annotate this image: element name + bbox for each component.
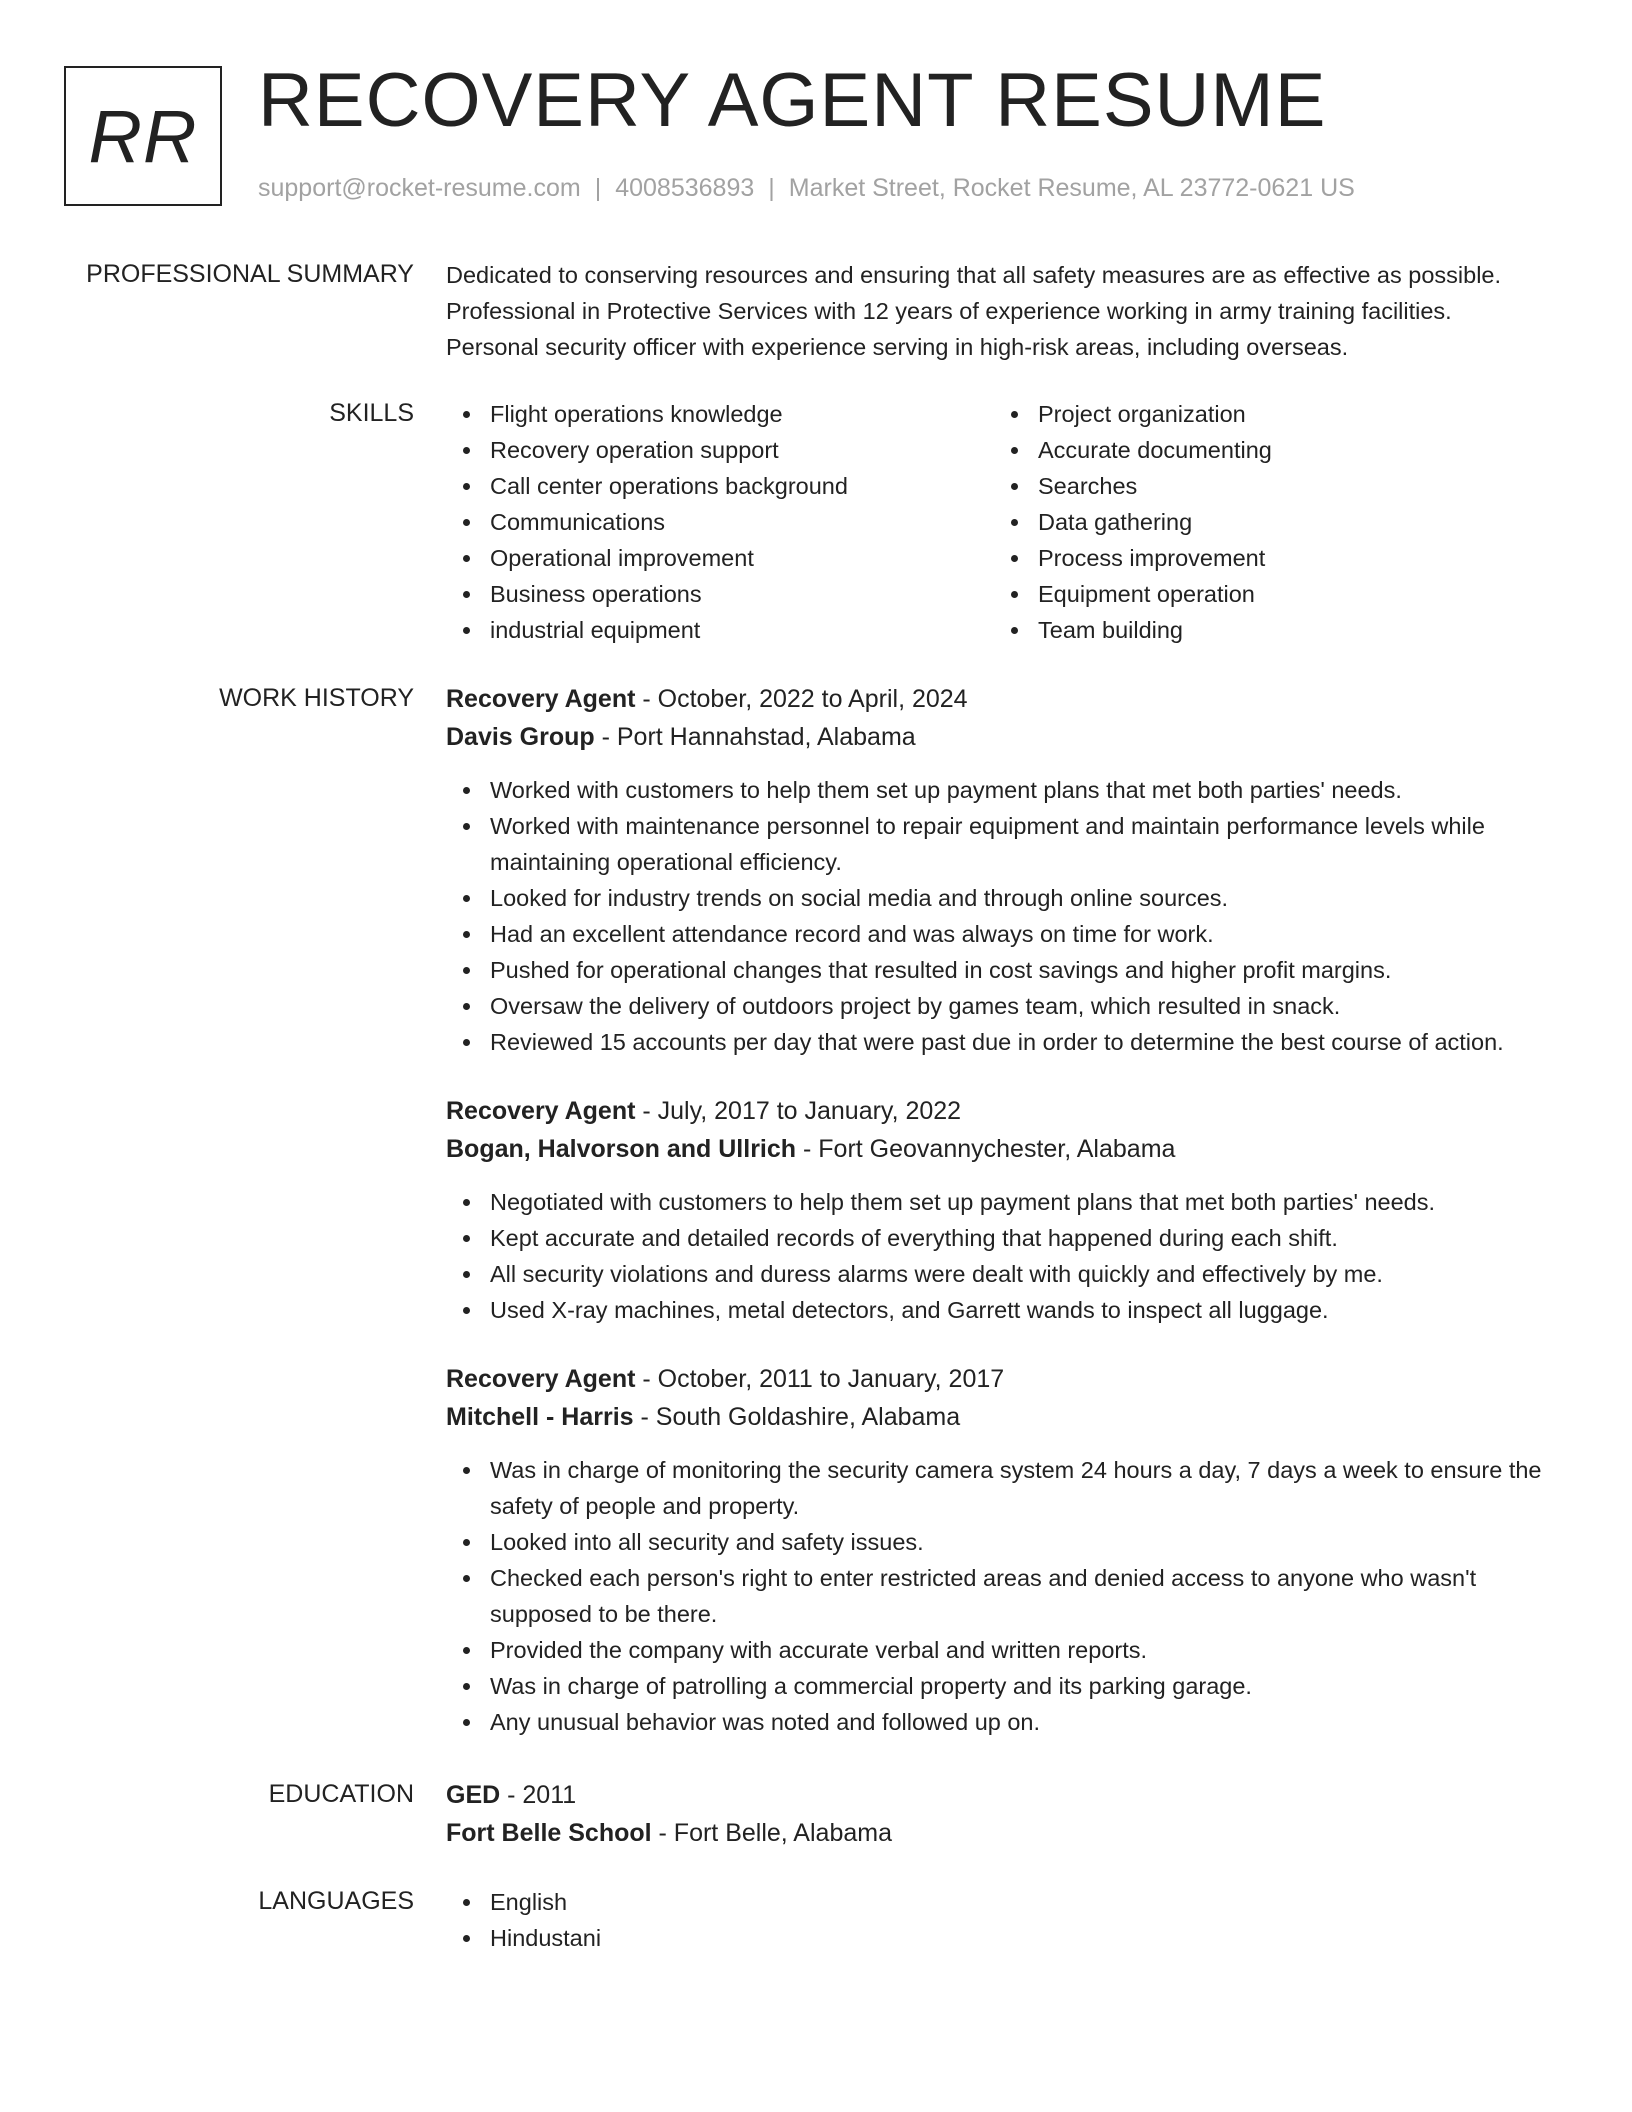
contact-address: Market Street, Rocket Resume, AL 23772-0621 US [788,174,1355,202]
section-label-work-history: WORK HISTORY [219,684,414,712]
education-degree: GED [446,1781,501,1809]
skill-item: Business operations [446,576,994,612]
skills-list [446,396,1576,648]
job-bullet: Was in charge of patrolling a commercial property and its parking garage. [446,1668,1576,1704]
language-item: English [446,1884,1576,1920]
job-bullet: Provided the company with accurate verbal and written reports. [446,1632,1576,1668]
skill-item: Equipment operation [994,576,1542,612]
skill-item: Accurate documenting [994,432,1542,468]
job-company-line [446,718,1576,756]
job-bullet: Had an excellent attendance record and was always on time for work. [446,916,1576,952]
job-bullet: Was in charge of monitoring the security camera system 24 hours a day, 7 days a week to ensure the safety of people and property. [446,1452,1576,1524]
job-bullet: Kept accurate and detailed records of everything that happened during each shift. [446,1220,1576,1256]
contact-phone[interactable]: 4008536893 [615,174,755,202]
job-bullet: Checked each person's right to enter restricted areas and denied access to anyone who wasn't supposed to be there. [446,1560,1576,1632]
job-bullets [446,772,1576,1060]
job-dates: - July, 2017 to January, 2022 [635,1097,962,1125]
education-year: - 2011 [500,1781,577,1809]
job-title: Recovery Agent [446,685,636,713]
monogram-logo: RR [64,66,222,206]
resume-title: RECOVERY AGENT RESUME [258,58,1327,143]
job-title-line [446,680,1576,718]
job-dates: - October, 2011 to January, 2017 [635,1365,1005,1393]
skill-item: Searches [994,468,1542,504]
section-label-languages: LANGUAGES [258,1887,414,1915]
job-company: Davis Group [446,723,595,751]
job-title: Recovery Agent [446,1097,636,1125]
job-entry [446,680,1576,1060]
skill-item: industrial equipment [446,612,994,648]
job-bullet: Pushed for operational changes that resulted in cost savings and higher profit margins. [446,952,1576,988]
job-bullet: Reviewed 15 accounts per day that were past due in order to determine the best course of action. [446,1024,1576,1060]
skill-item: Call center operations background [446,468,994,504]
job-company-line [446,1130,1576,1168]
job-bullet: Looked into all security and safety issues. [446,1524,1576,1560]
summary-text [446,257,1576,365]
skill-item: Recovery operation support [446,432,994,468]
skills-column-1 [446,396,994,648]
skill-item: Team building [994,612,1542,648]
job-location: - Fort Geovannychester, Alabama [796,1135,1176,1163]
job-bullet: All security violations and duress alarms were dealt with quickly and effectively by me. [446,1256,1576,1292]
summary-line: Professional in Protective Services with 12 years of experience working in army training facilities. [446,298,1452,324]
job-company: Mitchell - Harris [446,1403,634,1431]
languages-list [446,1884,1576,1956]
job-company-line [446,1398,1576,1436]
job-bullet: Looked for industry trends on social media and through online sources. [446,880,1576,916]
education-location: - Fort Belle, Alabama [651,1819,892,1847]
job-title-line [446,1360,1576,1398]
education-school-line [446,1814,1576,1852]
skill-item: Project organization [994,396,1542,432]
job-bullet: Any unusual behavior was noted and followed up on. [446,1704,1576,1740]
contact-separator: | [768,174,775,202]
job-entry [446,1092,1576,1328]
job-entry [446,1360,1576,1740]
skill-item: Flight operations knowledge [446,396,994,432]
contact-line [258,174,1355,203]
skill-item: Process improvement [994,540,1542,576]
job-company: Bogan, Halvorson and Ullrich [446,1135,797,1163]
section-label-education: EDUCATION [268,1780,414,1808]
education-school: Fort Belle School [446,1819,652,1847]
skills-column-2 [994,396,1542,648]
skill-item: Operational improvement [446,540,994,576]
contact-email[interactable]: support@rocket-resume.com [258,174,581,202]
education-degree-line [446,1776,1576,1814]
summary-line: Personal security officer with experience serving in high-risk areas, including overseas. [446,334,1349,360]
job-title-line [446,1092,1576,1130]
job-bullet: Oversaw the delivery of outdoors project by games team, which resulted in snack. [446,988,1576,1024]
skill-item: Data gathering [994,504,1542,540]
language-item: Hindustani [446,1920,1576,1956]
summary-line: Dedicated to conserving resources and ensuring that all safety measures are as effective as possible. [446,262,1502,288]
section-label-skills: SKILLS [329,399,414,427]
skill-item: Communications [446,504,994,540]
job-title: Recovery Agent [446,1365,636,1393]
section-label-summary: PROFESSIONAL SUMMARY [86,260,414,288]
job-bullet: Worked with maintenance personnel to repair equipment and maintain performance levels while maintaining operational efficiency. [446,808,1576,880]
contact-separator: | [594,174,602,202]
job-bullet: Used X-ray machines, metal detectors, and Garrett wands to inspect all luggage. [446,1292,1576,1328]
job-dates: - October, 2022 to April, 2024 [635,685,968,713]
job-bullets [446,1452,1576,1740]
job-bullets [446,1184,1576,1328]
job-bullet: Worked with customers to help them set up payment plans that met both parties' needs. [446,772,1576,808]
job-location: - Port Hannahstad, Alabama [594,723,916,751]
job-bullet: Negotiated with customers to help them set up payment plans that met both parties' needs. [446,1184,1576,1220]
education-entry [446,1776,1576,1852]
job-location: - South Goldashire, Alabama [633,1403,961,1431]
